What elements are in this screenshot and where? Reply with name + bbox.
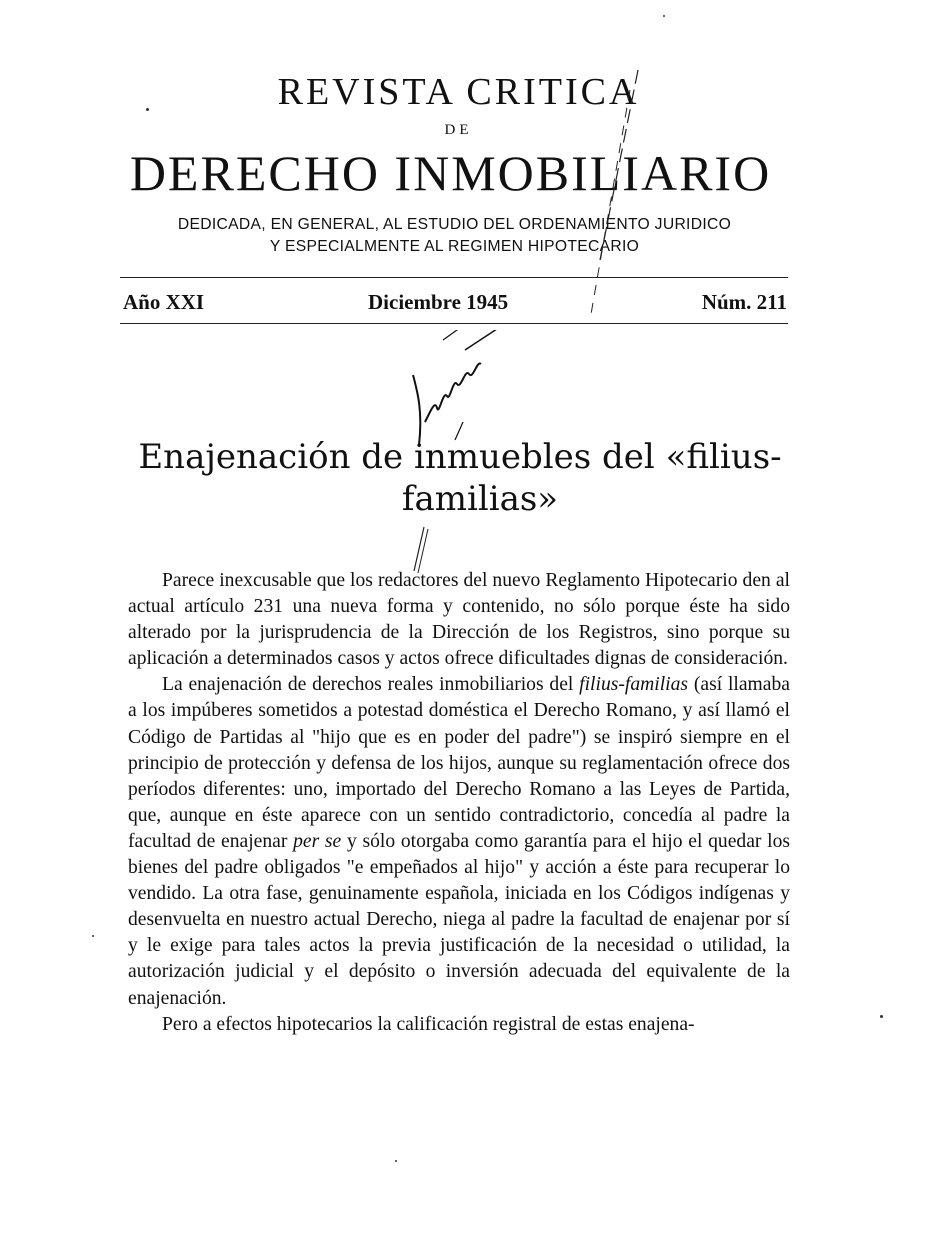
scan-speck <box>663 15 665 17</box>
issue-date: Diciembre 1945 <box>368 290 509 314</box>
issue-number: Núm. 211 <box>701 290 787 314</box>
italic-term: per se <box>293 830 342 852</box>
masthead-subtitle-line2: Y ESPECIALMENTE AL REGIMEN HIPOTECARIO <box>269 238 640 255</box>
masthead-subtitle-line1: DEDICADA, EN GENERAL, AL ESTUDIO DEL ORDENAMIENTO JURIDICO <box>177 216 732 233</box>
article-title <box>110 436 810 520</box>
paragraph-2-text: y sólo otorgaba como garantía para el hijo el quedar los bienes del padre obligados "e empeñados al hijo" y acción a éste para recuperar lo vendido. La otra fase, genuinamente española, iniciada en los Códigos indígenas y desenvuelta en nuestro actual Derecho, niega al padre la facultad de enajenar por sí y le exige para tales actos la previa justificación de la necesidad o utilidad, la autorización judicial y el depósito o inversión adecuada del equivalente de la enajenación. <box>128 830 790 1009</box>
paragraph-1: Parece inexcusable que los redactores del nuevo Reglamento Hipotecario den al actual artículo 231 una nueva forma y contenido, no sólo porque éste ha sido alterado por la jurisprudencia de la Dirección de los Registros, sino porque su aplicación a determinados casos y actos ofrece dificultades dignas de consideración. <box>128 570 790 670</box>
divider-bottom <box>120 323 788 324</box>
paragraph-2 <box>128 672 790 1011</box>
masthead-title-line1: REVISTA CRITICA <box>277 71 640 113</box>
scan-speck <box>395 1160 397 1162</box>
paragraph-2-text: (así llamaba a los impúberes sometidos a potestad doméstica el Derecho Romano, y así llamó el Código de Partidas al "hijo que es en poder del padre") se inspiró siempre en el principio de protección y defensa de los hijos, aunque su reglamentación ofrece dos períodos diferentes: uno, importado del Derecho Romano a las Leyes de Partida, que, aunque en éste aparece con un sentido contradictorio, concedía al padre la facultad de enajenar <box>128 674 790 852</box>
paragraph-2-text: La enajenación de derechos reales inmobiliarios del <box>162 674 580 696</box>
paragraph-3: Pero a efectos hipotecarios la calificación registral de estas enajena- <box>162 1013 695 1035</box>
issue-year: Año XXI <box>123 290 205 314</box>
masthead-title-de: DE <box>444 122 473 138</box>
divider-top <box>120 277 788 278</box>
article-title-line2: familias» <box>401 479 559 519</box>
scan-speck <box>146 108 149 111</box>
scan-speck <box>880 1015 883 1018</box>
scan-speck <box>92 935 94 937</box>
pen-stroke-icon <box>560 60 660 340</box>
article-body <box>128 568 790 1038</box>
article-title-line1: Enajenación de inmuebles del «filius- <box>138 437 782 477</box>
masthead-title-line2: DERECHO INMOBILIARIO <box>129 145 772 201</box>
italic-term: filius-familias <box>579 674 689 696</box>
